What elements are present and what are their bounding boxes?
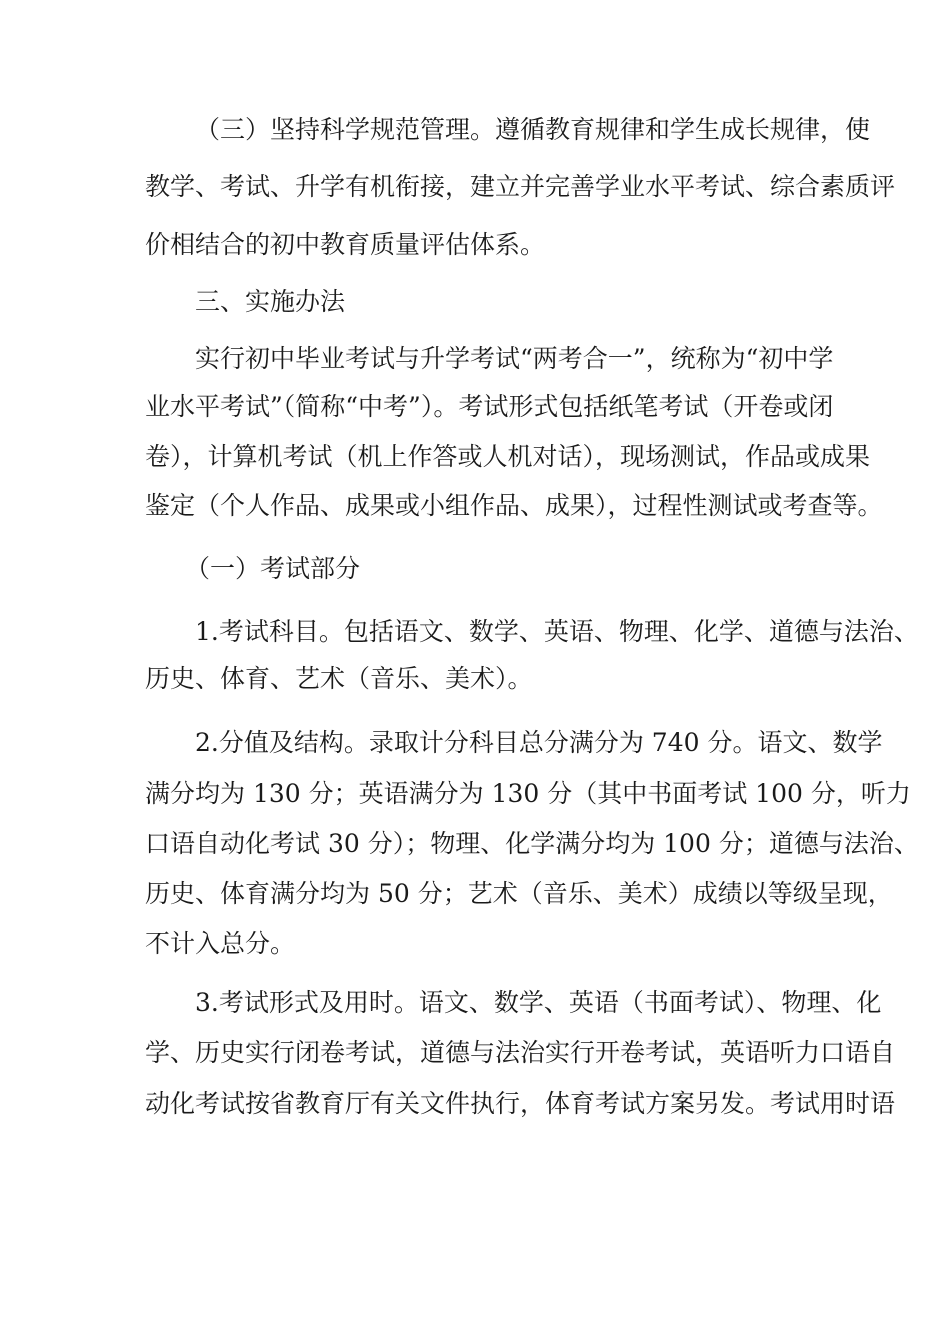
paragraph-line: 不计入总分。 bbox=[145, 929, 296, 958]
paragraph-line: 卷），计算机考试（机上作答或人机对话），现场测试，作品或成果 bbox=[145, 442, 871, 471]
paragraph-line: 2.分值及结构。录取计分科目总分满分为 740 分。语文、数学 bbox=[195, 728, 883, 757]
paragraph-line: （三）坚持科学规范管理。遵循教育规律和学生成长规律，使 bbox=[195, 115, 871, 144]
paragraph-line: 口语自动化考试 30 分）；物理、化学满分均为 100 分；道德与法治、 bbox=[145, 829, 919, 858]
paragraph-line: 价相结合的初中教育质量评估体系。 bbox=[145, 230, 546, 259]
paragraph-line: 历史、体育满分均为 50 分；艺术（音乐、美术）成绩以等级呈现， bbox=[145, 879, 893, 908]
paragraph-line: 1.考试科目。包括语文、数学、英语、物理、化学、道德与法治、 bbox=[195, 617, 919, 646]
paragraph-line: 鉴定（个人作品、成果或小组作品、成果），过程性测试或考查等。 bbox=[145, 491, 883, 520]
paragraph-line: 业水平考试”（简称“中考”）。考试形式包括纸笔考试（开卷或闭 bbox=[145, 392, 834, 421]
paragraph-line: 教学、考试、升学有机衔接，建立并完善学业水平考试、综合素质评 bbox=[145, 172, 896, 201]
paragraph-line: 历史、体育、艺术（音乐、美术）。 bbox=[145, 664, 533, 693]
paragraph-line: 学、历史实行闭卷考试，道德与法治实行开卷考试，英语听力口语自 bbox=[145, 1038, 896, 1067]
paragraph-line: 动化考试按省教育厅有关文件执行，体育考试方案另发。考试用时语 bbox=[145, 1089, 896, 1118]
paragraph-line: 3.考试形式及用时。语文、数学、英语（书面考试）、物理、化 bbox=[195, 988, 882, 1017]
section-heading: 三、实施办法 bbox=[195, 287, 346, 316]
paragraph-line: 实行初中毕业考试与升学考试“两考合一”，统称为“初中学 bbox=[195, 344, 834, 373]
paragraph-line: 满分均为 130 分；英语满分为 130 分（其中书面考试 100 分，听力 bbox=[145, 779, 911, 808]
subsection-heading: （一）考试部分 bbox=[185, 554, 361, 583]
